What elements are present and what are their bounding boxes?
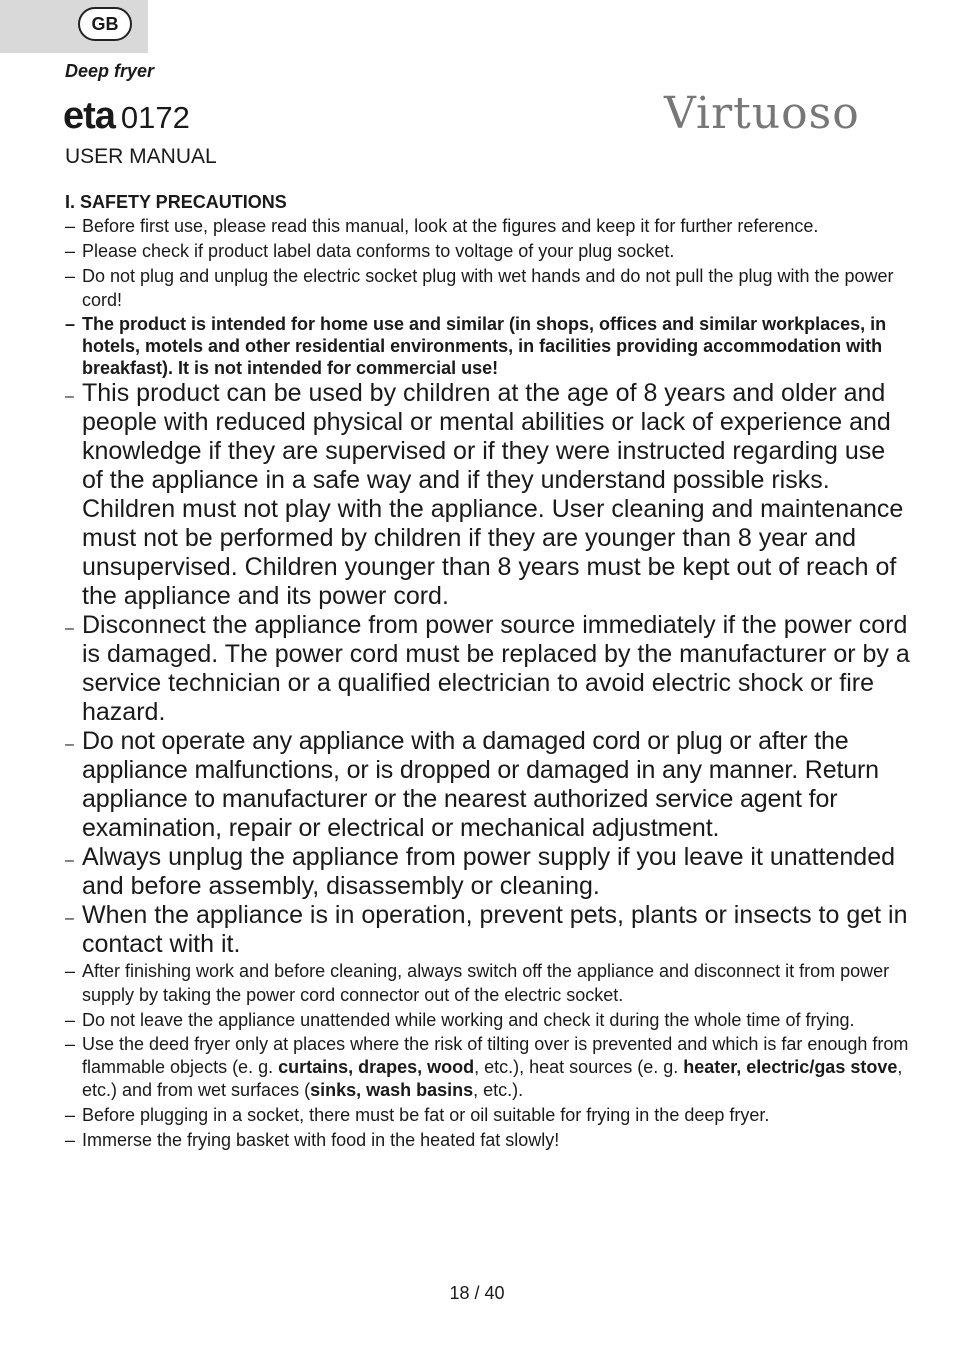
list-item-text <box>82 1034 908 1100</box>
text-run: Use the deed fryer only at places where the risk of tilting over is prevented and which is far enough from flammable objects (e. g. <box>82 1034 909 1077</box>
list-dash: – <box>65 388 74 405</box>
virtuoso-logo: Virtuoso <box>664 88 860 139</box>
list-item-text: Do not operate any appliance with a damaged cord or plug or after the appliance malfunctions, or is dropped or damaged in any manner. Return appliance to manufacturer or the nearest authorized service agent for examination, repair or electrical or mechanical adjustment. <box>82 727 879 842</box>
document-subtitle: USER MANUAL <box>65 145 217 168</box>
safety-section <box>65 190 910 1153</box>
list-item-text: Before plugging in a socket, there must be fat or oil suitable for frying in the deep fryer. <box>82 1105 770 1125</box>
bold-run: curtains, drapes, wood <box>278 1057 475 1077</box>
brand-name: eta <box>63 95 115 137</box>
list-item <box>65 611 910 727</box>
list-item <box>65 959 910 1007</box>
list-item-text: Do not plug and unplug the electric socket plug with wet hands and do not pull the plug with the power cord! <box>82 266 894 310</box>
document-type: Deep fryer <box>65 61 155 81</box>
list-dash: – <box>65 620 74 637</box>
list-item-text: Please check if product label data conforms to voltage of your plug socket. <box>82 241 675 261</box>
list-item <box>65 1103 910 1127</box>
page-number: 18 / 40 <box>449 1283 505 1303</box>
list-dash: – <box>65 852 74 869</box>
list-dash: – <box>65 736 74 753</box>
model-number: 0172 <box>120 100 190 135</box>
list-item <box>65 843 910 901</box>
list-item <box>65 727 910 843</box>
list-dash: – <box>65 241 76 261</box>
list-item <box>65 313 910 379</box>
list-item <box>65 901 910 959</box>
list-item <box>65 1033 910 1102</box>
list-dash: – <box>65 266 76 286</box>
brand-heading <box>63 95 190 138</box>
list-item-text: Before first use, please read this manual, look at the figures and keep it for further reference. <box>82 216 819 236</box>
list-item-text: Do not leave the appliance unattended while working and check it during the whole time of frying. <box>82 1010 855 1030</box>
list-item <box>65 1008 910 1032</box>
list-item <box>65 379 910 611</box>
list-dash: – <box>65 910 74 927</box>
text-run: , etc.) and from wet surfaces ( <box>82 1057 903 1100</box>
list-dash: – <box>65 1034 76 1054</box>
text-run: , etc.). <box>473 1080 524 1100</box>
language-badge: GB <box>78 7 132 41</box>
list-dash: – <box>65 1130 76 1150</box>
list-item-text: Always unplug the appliance from power supply if you leave it unattended and before assembly, disassembly or cleaning. <box>82 843 896 900</box>
section-title: I. SAFETY PRECAUTIONS <box>65 192 287 212</box>
list-item <box>65 239 910 263</box>
bold-run: heater, electric/gas stove <box>683 1057 898 1077</box>
list-dash: – <box>65 961 76 981</box>
list-dash: – <box>65 216 76 236</box>
list-item-text: Immerse the frying basket with food in the heated fat slowly! <box>82 1130 560 1150</box>
language-tab <box>0 0 148 53</box>
list-item-text: The product is intended for home use and similar (in shops, offices and similar workplaces, in hotels, motels and other residential environments, in facilities providing accommodation with breakfast). It is not intended for commercial use! <box>82 314 887 378</box>
bold-run: sinks, wash basins <box>310 1080 474 1100</box>
list-item-text: When the appliance is in operation, prevent pets, plants or insects to get in contact with it. <box>82 901 908 958</box>
text-run: , etc.), heat sources (e. g. <box>474 1057 684 1077</box>
list-item-text: After finishing work and before cleaning, always switch off the appliance and disconnect it from power supply by taking the power cord connector out of the electric socket. <box>82 961 890 1005</box>
list-item-text: Disconnect the appliance from power source immediately if the power cord is damaged. The power cord must be replaced by the manufacturer or by a service technician or a qualified electrician to avoid electric shock or fire hazard. <box>82 611 910 726</box>
list-item-text: This product can be used by children at the age of 8 years and older and people with reduced physical or mental abilities or lack of experience and knowledge if they are supervised or if they were instructed regarding use of the appliance in a safe way and if they understand possible risks. Children must not play with the appliance. User cleaning and maintenance must not be performed by children if they are younger than 8 year and unsupervised. Children younger than 8 years must be kept out of reach of the appliance and its power cord. <box>82 379 904 610</box>
list-item <box>65 264 910 312</box>
list-dash: – <box>65 314 76 334</box>
list-item <box>65 1128 910 1152</box>
list-dash: – <box>65 1105 76 1125</box>
list-item <box>65 214 910 238</box>
list-dash: – <box>65 1010 76 1030</box>
